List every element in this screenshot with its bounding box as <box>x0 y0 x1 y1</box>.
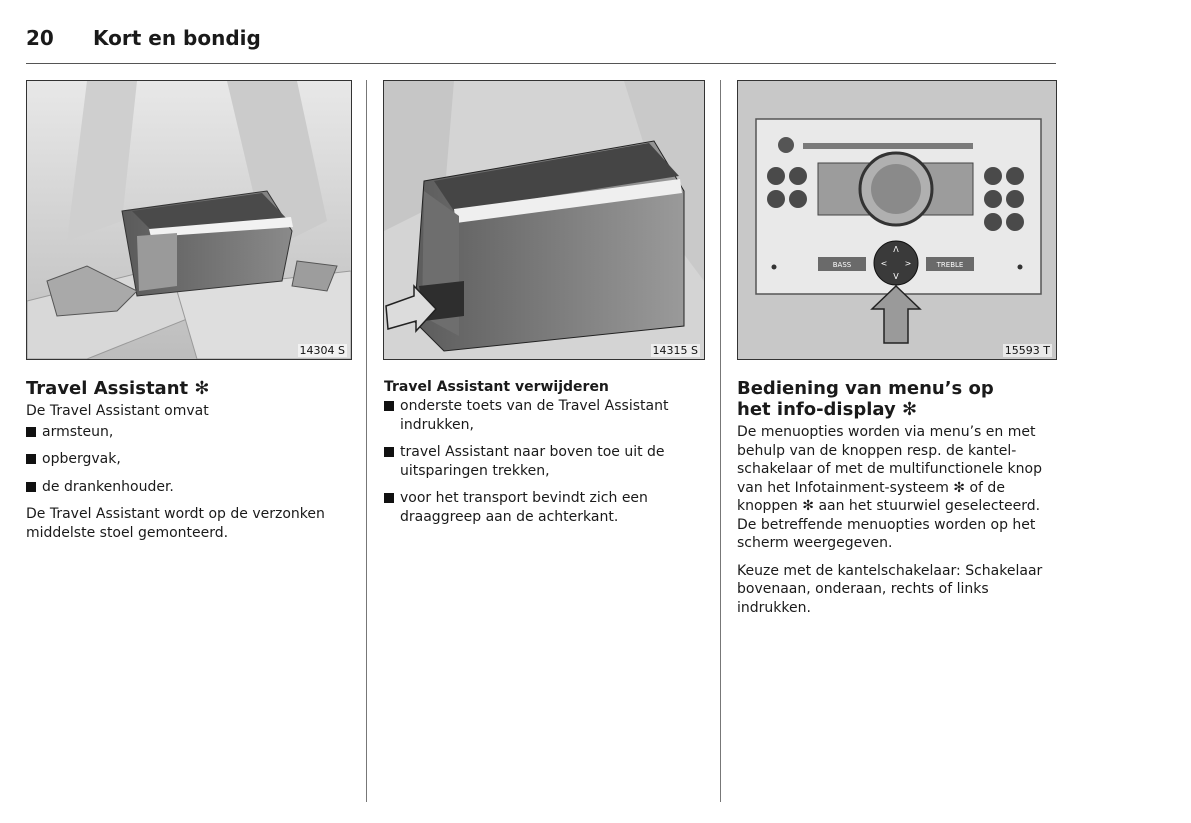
figure-removal <box>383 80 705 360</box>
equipment-symbol-icon: ✻ <box>901 399 918 420</box>
equipment-symbol-icon: ✻ <box>953 479 966 496</box>
heading-line-2: het info-display <box>737 399 896 420</box>
section-heading <box>737 378 1055 420</box>
column-travel-assistant <box>26 378 351 551</box>
figure-number: 14315 S <box>652 344 698 357</box>
column-divider <box>720 80 721 802</box>
dial-right-arrow: > <box>904 259 912 268</box>
dial-left-arrow: < <box>880 259 888 268</box>
figure-radio-panel <box>737 80 1057 360</box>
body-paragraph <box>737 423 1055 553</box>
list-item: travel Assistant naar boven toe uit de uitsparingen trekken, <box>384 443 702 480</box>
list-item: voor het transport bevindt zich een draaggreep aan de achterkant. <box>384 489 702 526</box>
list-item: armsteun, <box>26 423 351 442</box>
figure-number: 14304 S <box>299 344 345 357</box>
intro-text: De Travel Assistant omvat <box>26 403 209 419</box>
column-removal <box>384 378 702 535</box>
column-menu-operation <box>737 378 1055 626</box>
figure-travel-assistant <box>26 80 352 360</box>
body-paragraph: De Travel Assistant wordt op de verzonken middelste stoel gemonteerd. <box>26 506 325 541</box>
figure-number: 15593 T <box>1004 344 1050 357</box>
treble-label: TREBLE <box>936 261 964 269</box>
list-item: onderste toets van de Travel Assistant indrukken, <box>384 397 702 434</box>
page-header <box>26 24 1056 64</box>
list-item: opbergvak, <box>26 450 351 469</box>
armrest-illustration <box>27 81 351 359</box>
paragraph-part: of de knoppen <box>737 479 1005 514</box>
equipment-symbol-icon: ✻ <box>802 498 814 514</box>
paragraph-part: aan het stuurwiel geselecteerd. De betreffende menuopties worden op het scherm weergegeven. <box>737 498 1041 551</box>
heading-text: Travel Assistant <box>26 378 189 399</box>
section-heading <box>26 378 351 399</box>
dial-down-arrow: V <box>893 272 899 281</box>
body-paragraph: Keuze met de kantelschakelaar: Schakelaar bovenaan, onderaan, rechts of links indrukken. <box>737 562 1043 616</box>
subsection-heading: Travel Assistant verwijderen <box>384 379 609 395</box>
list-item: de drankenhouder. <box>26 478 351 497</box>
radio-panel-illustration <box>738 81 1056 359</box>
armrest-removal-illustration <box>384 81 704 359</box>
header-rule <box>26 63 1056 64</box>
chapter-title: Kort en bondig <box>93 26 261 50</box>
page-number: 20 <box>26 26 54 50</box>
column-divider <box>366 80 367 802</box>
bass-label: BASS <box>832 261 852 269</box>
dial-up-arrow: Λ <box>893 245 899 254</box>
equipment-symbol-icon: ✻ <box>194 378 210 399</box>
paragraph-part: De menuopties worden via menu’s en met behulp van de knoppen resp. de kantelschakelaar of met de multifunctionele knop van het Infotainment-systeem <box>737 424 1042 496</box>
heading-line-1: Bediening van menu’s op <box>737 378 994 399</box>
